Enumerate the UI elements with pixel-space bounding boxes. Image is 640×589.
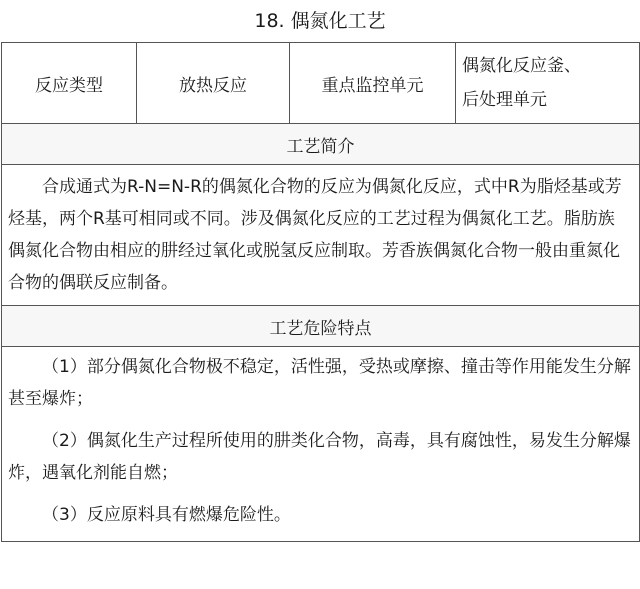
hazards-heading: 工艺危险特点 xyxy=(2,306,640,347)
process-table xyxy=(1,42,640,542)
monitor-unit-label: 重点监控单元 xyxy=(290,43,456,124)
intro-body-row xyxy=(2,165,640,306)
hazard-item: （2）偶氮化生产过程所使用的肼类化合物，高毒，具有腐蚀性，易发生分解爆炸，遇氧化剂能自燃； xyxy=(8,431,631,483)
intro-heading-row xyxy=(2,124,640,165)
monitor-unit-value xyxy=(456,43,640,124)
hazard-item: （1）部分偶氮化合物极不稳定，活性强，受热或摩擦、撞击等作用能发生分解甚至爆炸； xyxy=(8,357,631,409)
hazards-heading-row xyxy=(2,306,640,347)
summary-row xyxy=(2,43,640,124)
reaction-type-value: 放热反应 xyxy=(137,43,290,124)
monitor-unit-line-1: 偶氮化反应釜、 xyxy=(462,56,581,76)
intro-heading: 工艺简介 xyxy=(2,124,640,165)
monitor-unit-line-2: 后处理单元 xyxy=(462,90,547,110)
hazard-item: （3）反应原料具有燃爆危险性。 xyxy=(42,505,291,525)
intro-text: 合成通式为R-N=N-R的偶氮化合物的反应为偶氮化反应，式中R为脂烃基或芳烃基，两个R基可相同或不同。涉及偶氮化反应的工艺过程为偶氮化工艺。脂肪族偶氮化合物由相应的肼经过氧化或脱氢反应制取。芳香族偶氮化合物一般由重氮化合物的偶联反应制备。 xyxy=(8,177,622,293)
page-title: 18. 偶氮化工艺 xyxy=(254,10,386,32)
hazards-body-row xyxy=(2,347,640,542)
reaction-type-label: 反应类型 xyxy=(2,43,137,124)
